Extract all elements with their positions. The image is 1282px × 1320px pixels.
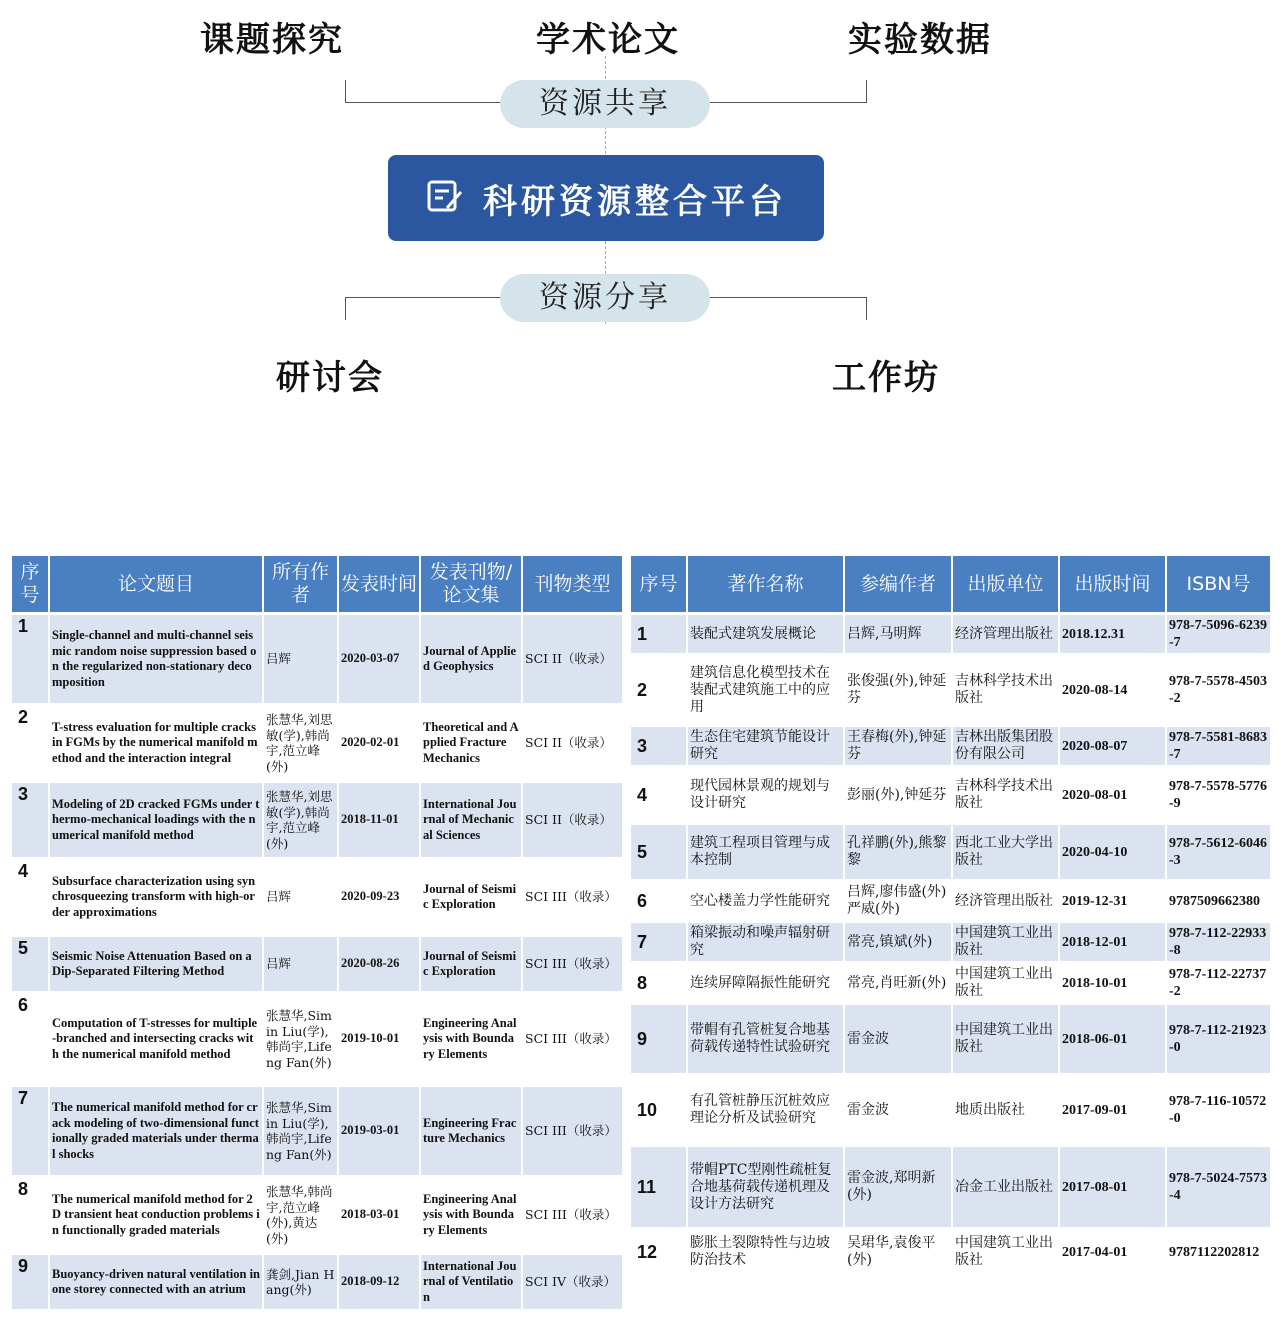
paper-type: SCI IV（收录） (523, 1255, 624, 1309)
book-authors: 王春梅(外),钟延芬 (845, 727, 953, 765)
book-publisher: 经济管理出版社 (953, 615, 1060, 653)
book-isbn: 978-7-5096-6239-7 (1167, 615, 1272, 653)
book-date: 2018-06-01 (1060, 1005, 1167, 1073)
paper-authors: 张慧华,Simin Liu(学),韩尚宇,Lifeng Fan(外) (264, 1087, 339, 1175)
paper-type: SCI III（收录） (523, 860, 624, 934)
paper-journal: Journal of Applied Geophysics (421, 615, 523, 703)
book-no: 1 (631, 615, 688, 653)
paper-row (12, 994, 624, 1084)
book-isbn: 978-7-112-22737-2 (1167, 964, 1272, 1002)
paper-date: 2018-09-12 (339, 1255, 421, 1309)
book-publisher: 冶金工业出版社 (953, 1147, 1060, 1227)
resource-sharing-lower: 资源分享 (500, 274, 710, 322)
paper-type: SCI III（收录） (523, 1087, 624, 1175)
book-name: 装配式建筑发展概论 (688, 615, 845, 653)
paper-type: SCI III（收录） (523, 994, 624, 1084)
book-isbn: 978-7-112-21923-0 (1167, 1005, 1272, 1073)
paper-journal: International Journal of Mechanical Sciences (421, 783, 523, 857)
header-date: 发表时间 (339, 556, 421, 612)
book-date: 2018-10-01 (1060, 964, 1167, 1002)
paper-date: 2020-08-26 (339, 937, 421, 991)
paper-journal: International Journal of Ventilation (421, 1255, 523, 1309)
paper-journal: Engineering Analysis with Boundary Elements (421, 994, 523, 1084)
paper-title: The numerical manifold method for crack modeling of two-dimensional functionally graded materials under thermal shocks (50, 1087, 264, 1175)
book-no: 4 (631, 768, 688, 822)
paper-authors: 吕辉 (264, 615, 339, 703)
paper-authors: 吕辉 (264, 937, 339, 991)
book-row (631, 656, 1272, 724)
book-date: 2017-09-01 (1060, 1076, 1167, 1144)
paper-journal: Engineering Analysis with Boundary Elements (421, 1178, 523, 1252)
book-publisher: 吉林科学技术出版社 (953, 656, 1060, 724)
book-publisher: 中国建筑工业出版社 (953, 964, 1060, 1002)
book-no: 2 (631, 656, 688, 724)
book-row (631, 1076, 1272, 1144)
paper-date: 2020-03-07 (339, 615, 421, 703)
book-name: 箱梁振动和噪声辐射研究 (688, 923, 845, 961)
book-no: 10 (631, 1076, 688, 1144)
seminar-label: 研讨会 (276, 358, 384, 398)
paper-date: 2020-02-01 (339, 706, 421, 780)
experiment-data-label: 实验数据 (848, 20, 992, 60)
book-authors: 吕辉,廖伟盛(外)严威(外) (845, 882, 953, 920)
paper-date: 2018-11-01 (339, 783, 421, 857)
header-journal: 发表刊物/论文集 (421, 556, 523, 612)
topic-research-label: 课题探究 (200, 20, 344, 60)
book-authors: 吕辉,马明辉 (845, 615, 953, 653)
book-row (631, 615, 1272, 653)
book-row (631, 882, 1272, 920)
paper-title: T-stress evaluation for multiple cracks in FGMs by the numerical manifold method and the interaction integral (50, 706, 264, 780)
paper-type: SCI III（收录） (523, 1178, 624, 1252)
paper-title: Modeling of 2D cracked FGMs under thermo-mechanical loadings with the numerical manifold method (50, 783, 264, 857)
paper-row (12, 1255, 624, 1309)
paper-authors: 张慧华,刘思敏(学),韩尚宇,范立峰(外) (264, 783, 339, 857)
book-authors: 常亮,肖旺新(外) (845, 964, 953, 1002)
resource-sharing-upper: 资源共享 (500, 80, 710, 128)
book-row (631, 923, 1272, 961)
book-authors: 常亮,镇斌(外) (845, 923, 953, 961)
book-authors: 雷金波,郑明新(外) (845, 1147, 953, 1227)
academic-paper-label: 学术论文 (536, 20, 680, 60)
book-no: 11 (631, 1147, 688, 1227)
paper-row (12, 860, 624, 934)
book-date: 2018-12-01 (1060, 923, 1167, 961)
book-date: 2020-04-10 (1060, 825, 1167, 879)
paper-type: SCI II（收录） (523, 783, 624, 857)
paper-journal: Journal of Seismic Exploration (421, 860, 523, 934)
paper-no: 5 (12, 937, 50, 991)
book-authors: 雷金波 (845, 1076, 953, 1144)
paper-title: Buoyancy-driven natural ventilation in one storey connected with an atrium (50, 1255, 264, 1309)
platform-box[interactable] (388, 155, 824, 241)
book-authors: 雷金波 (845, 1005, 953, 1073)
book-isbn: 978-7-112-22933-8 (1167, 923, 1272, 961)
header-date: 出版时间 (1060, 556, 1167, 612)
paper-no: 8 (12, 1178, 50, 1252)
paper-type: SCI II（收录） (523, 706, 624, 780)
paper-type: SCI II（收录） (523, 615, 624, 703)
book-authors: 孔祥鹏(外),熊黎黎 (845, 825, 953, 879)
book-name: 现代园林景观的规划与设计研究 (688, 768, 845, 822)
book-publisher: 中国建筑工业出版社 (953, 923, 1060, 961)
paper-authors: 张慧华,Simin Liu(学),韩尚宇,Lifeng Fan(外) (264, 994, 339, 1084)
book-isbn: 978-7-5024-7573-4 (1167, 1147, 1272, 1227)
header-no: 序号 (12, 556, 50, 612)
paper-row (12, 783, 624, 857)
paper-row (12, 615, 624, 703)
paper-journal: Journal of Seismic Exploration (421, 937, 523, 991)
paper-title: Computation of T-stresses for multiple-branched and intersecting cracks with the numerical manifold method (50, 994, 264, 1084)
paper-title: Subsurface characterization using synchrosqueezing transform with high-order approximations (50, 860, 264, 934)
header-name: 著作名称 (688, 556, 845, 612)
book-no: 12 (631, 1230, 688, 1274)
book-authors: 张俊强(外),钟延芬 (845, 656, 953, 724)
paper-date: 2020-09-23 (339, 860, 421, 934)
paper-authors: 龚剑,Jian Hang(外) (264, 1255, 339, 1309)
book-date: 2020-08-07 (1060, 727, 1167, 765)
book-name: 建筑信息化模型技术在装配式建筑施工中的应用 (688, 656, 845, 724)
paper-title: The numerical manifold method for 2D transient heat conduction problems in functionally graded materials (50, 1178, 264, 1252)
book-name: 膨胀土裂隙特性与边坡防治技术 (688, 1230, 845, 1274)
paper-no: 1 (12, 615, 50, 703)
document-edit-icon (425, 176, 465, 220)
paper-row (12, 937, 624, 991)
book-no: 6 (631, 882, 688, 920)
paper-date: 2018-03-01 (339, 1178, 421, 1252)
book-date: 2020-08-01 (1060, 768, 1167, 822)
paper-date: 2019-10-01 (339, 994, 421, 1084)
paper-authors: 张慧华,刘思敏(学),韩尚宇,范立峰(外) (264, 706, 339, 780)
book-row (631, 727, 1272, 765)
book-no: 9 (631, 1005, 688, 1073)
book-publisher: 吉林出版集团股份有限公司 (953, 727, 1060, 765)
paper-title: Single-channel and multi-channel seismic random noise suppression based on the regularized non-stationary decomposition (50, 615, 264, 703)
book-name: 空心楼盖力学性能研究 (688, 882, 845, 920)
book-publisher: 地质出版社 (953, 1076, 1060, 1144)
book-publisher: 吉林科学技术出版社 (953, 768, 1060, 822)
book-name: 生态住宅建筑节能设计研究 (688, 727, 845, 765)
book-name: 有孔管桩静压沉桩效应理论分析及试验研究 (688, 1076, 845, 1144)
paper-journal: Theoretical and Applied Fracture Mechanics (421, 706, 523, 780)
book-name: 带帽PTC型刚性疏桩复合地基荷载传递机理及设计方法研究 (688, 1147, 845, 1227)
book-publisher: 经济管理出版社 (953, 882, 1060, 920)
book-isbn: 9787112202812 (1167, 1230, 1272, 1274)
paper-title: Seismic Noise Attenuation Based on a Dip-Separated Filtering Method (50, 937, 264, 991)
paper-journal: Engineering Fracture Mechanics (421, 1087, 523, 1175)
header-publisher: 出版单位 (953, 556, 1060, 612)
book-row (631, 768, 1272, 822)
papers-table (12, 553, 624, 1312)
book-isbn: 978-7-5578-5776-9 (1167, 768, 1272, 822)
workshop-label: 工作坊 (832, 358, 940, 398)
header-authors: 参编作者 (845, 556, 953, 612)
book-name: 建筑工程项目管理与成本控制 (688, 825, 845, 879)
book-name: 连续屏障隔振性能研究 (688, 964, 845, 1002)
paper-no: 9 (12, 1255, 50, 1309)
book-authors: 彭丽(外),钟延芬 (845, 768, 953, 822)
paper-no: 7 (12, 1087, 50, 1175)
paper-no: 4 (12, 860, 50, 934)
book-name: 带帽有孔管桩复合地基荷载传递特性试验研究 (688, 1005, 845, 1073)
book-date: 2019-12-31 (1060, 882, 1167, 920)
paper-no: 6 (12, 994, 50, 1084)
book-isbn: 978-7-5581-8683-7 (1167, 727, 1272, 765)
book-publisher: 西北工业大学出版社 (953, 825, 1060, 879)
paper-row (12, 1178, 624, 1252)
header-no: 序号 (631, 556, 688, 612)
book-isbn: 978-7-5578-4503-2 (1167, 656, 1272, 724)
book-row (631, 1230, 1272, 1274)
book-no: 3 (631, 727, 688, 765)
paper-authors: 张慧华,韩尚宇,范立峰(外),黄达(外) (264, 1178, 339, 1252)
book-no: 7 (631, 923, 688, 961)
book-no: 5 (631, 825, 688, 879)
paper-row (12, 706, 624, 780)
book-row (631, 825, 1272, 879)
paper-date: 2019-03-01 (339, 1087, 421, 1175)
book-row (631, 1147, 1272, 1227)
header-authors: 所有作者 (264, 556, 339, 612)
paper-type: SCI III（收录） (523, 937, 624, 991)
paper-no: 2 (12, 706, 50, 780)
book-isbn: 9787509662380 (1167, 882, 1272, 920)
paper-no: 3 (12, 783, 50, 857)
book-isbn: 978-7-5612-6046-3 (1167, 825, 1272, 879)
books-table (631, 553, 1272, 1277)
book-no: 8 (631, 964, 688, 1002)
platform-title: 科研资源整合平台 (483, 181, 787, 222)
header-type: 刊物类型 (523, 556, 624, 612)
book-date: 2018.12.31 (1060, 615, 1167, 653)
book-authors: 吴珺华,袁俊平(外) (845, 1230, 953, 1274)
book-date: 2017-04-01 (1060, 1230, 1167, 1274)
book-date: 2020-08-14 (1060, 656, 1167, 724)
book-isbn: 978-7-116-10572-0 (1167, 1076, 1272, 1144)
book-publisher: 中国建筑工业出版社 (953, 1005, 1060, 1073)
paper-authors: 吕辉 (264, 860, 339, 934)
header-isbn: ISBN号 (1167, 556, 1272, 612)
header-title: 论文题目 (50, 556, 264, 612)
book-date: 2017-08-01 (1060, 1147, 1167, 1227)
book-row (631, 1005, 1272, 1073)
paper-row (12, 1087, 624, 1175)
book-publisher: 中国建筑工业出版社 (953, 1230, 1060, 1274)
book-row (631, 964, 1272, 1002)
